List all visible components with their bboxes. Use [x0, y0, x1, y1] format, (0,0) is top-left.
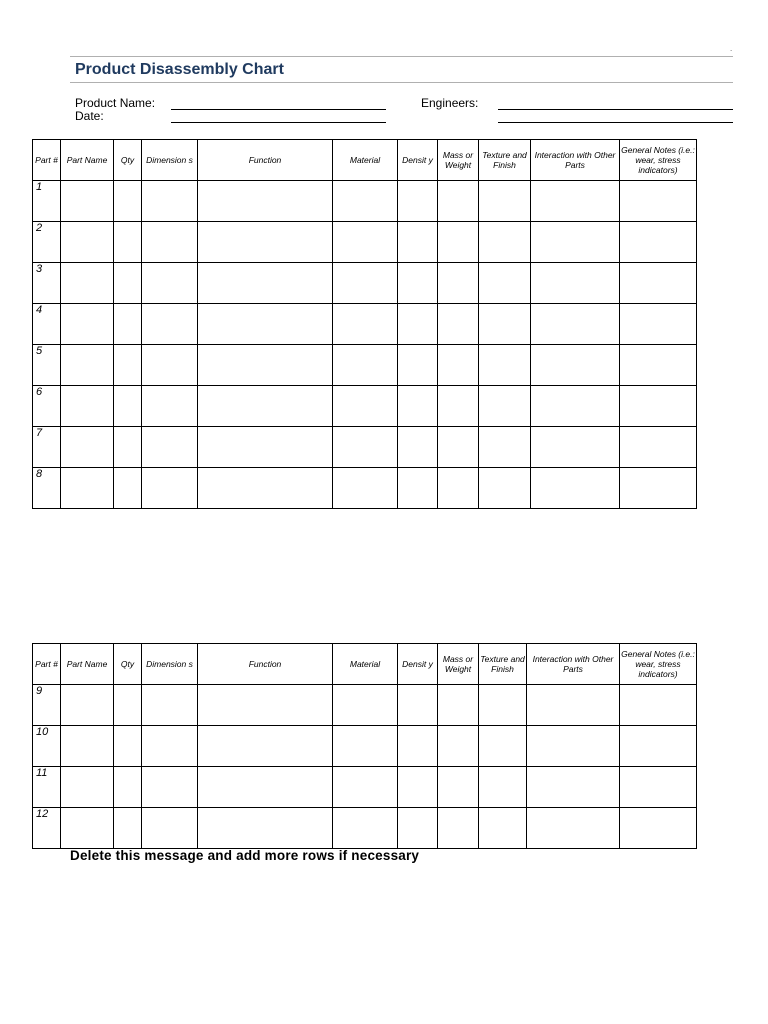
table-row — [33, 181, 697, 222]
table-cell[interactable] — [438, 468, 479, 509]
table-cell[interactable] — [438, 304, 479, 345]
part-number: 2 — [33, 222, 61, 263]
table-cell[interactable] — [333, 263, 398, 304]
table-cell[interactable] — [61, 304, 114, 345]
table-cell[interactable] — [142, 726, 198, 767]
table-cell[interactable] — [114, 304, 142, 345]
table-cell[interactable] — [620, 767, 697, 808]
table-cell[interactable] — [114, 468, 142, 509]
part-number: 10 — [33, 726, 61, 767]
table-cell[interactable] — [198, 427, 333, 468]
table-cell[interactable] — [479, 386, 531, 427]
product-name-label: Product Name: — [75, 96, 156, 110]
table-cell[interactable] — [620, 427, 697, 468]
table-cell[interactable] — [438, 386, 479, 427]
table-cell[interactable] — [61, 263, 114, 304]
table-cell[interactable] — [398, 726, 438, 767]
table-cell[interactable] — [398, 767, 438, 808]
table-row — [33, 468, 697, 509]
table-cell[interactable] — [479, 345, 531, 386]
table-cell[interactable] — [527, 767, 620, 808]
table-cell[interactable] — [620, 726, 697, 767]
engineers-label: Engineers: — [421, 96, 479, 110]
table-cell[interactable] — [531, 304, 620, 345]
table-cell[interactable] — [438, 726, 479, 767]
table-cell[interactable] — [198, 222, 333, 263]
table-cell[interactable] — [142, 304, 198, 345]
table-cell[interactable] — [114, 767, 142, 808]
table-cell[interactable] — [620, 808, 697, 849]
table-row — [33, 263, 697, 304]
table-cell[interactable] — [142, 181, 198, 222]
table-cell[interactable] — [333, 427, 398, 468]
table-cell[interactable] — [142, 427, 198, 468]
part-number: 3 — [33, 263, 61, 304]
table-cell[interactable] — [114, 808, 142, 849]
table-cell[interactable] — [142, 222, 198, 263]
table-cell[interactable] — [398, 427, 438, 468]
table-cell[interactable] — [333, 181, 398, 222]
column-header: Part # — [33, 644, 61, 685]
table-cell[interactable] — [61, 386, 114, 427]
table-cell[interactable] — [398, 181, 438, 222]
table-cell[interactable] — [527, 726, 620, 767]
table-row — [33, 685, 697, 726]
table-row — [33, 726, 697, 767]
table-cell[interactable] — [198, 181, 333, 222]
table-cell[interactable] — [479, 808, 527, 849]
table-cell[interactable] — [620, 685, 697, 726]
table-cell[interactable] — [479, 427, 531, 468]
table-cell[interactable] — [333, 767, 398, 808]
table-cell[interactable] — [479, 181, 531, 222]
table-cell[interactable] — [114, 386, 142, 427]
engineers-field-line-2[interactable] — [498, 122, 733, 123]
table-cell[interactable] — [142, 685, 198, 726]
table-cell[interactable] — [198, 386, 333, 427]
column-header: Interaction with Other Parts — [527, 644, 620, 685]
column-header: Function — [198, 140, 333, 181]
table-cell[interactable] — [61, 685, 114, 726]
table-cell[interactable] — [61, 427, 114, 468]
table-cell[interactable] — [198, 767, 333, 808]
table-row — [33, 345, 697, 386]
table-cell[interactable] — [333, 222, 398, 263]
table-cell[interactable] — [61, 222, 114, 263]
column-header: Texture and Finish — [479, 644, 527, 685]
part-number: 8 — [33, 468, 61, 509]
table-cell[interactable] — [398, 808, 438, 849]
column-header: Qty — [114, 140, 142, 181]
table-cell[interactable] — [531, 427, 620, 468]
table-cell[interactable] — [333, 685, 398, 726]
column-header: Mass or Weight — [438, 140, 479, 181]
table-cell[interactable] — [438, 808, 479, 849]
part-number: 1 — [33, 181, 61, 222]
table-row — [33, 386, 697, 427]
instruction-note: Delete this message and add more rows if necessary — [70, 848, 420, 863]
table-cell[interactable] — [61, 726, 114, 767]
column-header: Texture and Finish — [479, 140, 531, 181]
table-cell[interactable] — [479, 767, 527, 808]
column-header: Material — [333, 140, 398, 181]
table-cell[interactable] — [333, 726, 398, 767]
part-number: 12 — [33, 808, 61, 849]
title-rule — [70, 82, 733, 83]
table-cell[interactable] — [531, 222, 620, 263]
table-cell[interactable] — [438, 263, 479, 304]
table-cell[interactable] — [333, 304, 398, 345]
table-cell[interactable] — [142, 345, 198, 386]
table-cell[interactable] — [114, 263, 142, 304]
table-cell[interactable] — [398, 386, 438, 427]
part-number: 9 — [33, 685, 61, 726]
column-header: Qty — [114, 644, 142, 685]
table-cell[interactable] — [398, 345, 438, 386]
table-cell[interactable] — [479, 263, 531, 304]
table-cell[interactable] — [398, 263, 438, 304]
table-cell[interactable] — [333, 808, 398, 849]
table-cell[interactable] — [398, 468, 438, 509]
table-cell[interactable] — [198, 304, 333, 345]
table-cell[interactable] — [114, 685, 142, 726]
part-number: 6 — [33, 386, 61, 427]
column-header: Densit y — [398, 644, 438, 685]
table-cell[interactable] — [531, 386, 620, 427]
table-cell[interactable] — [142, 386, 198, 427]
column-header: General Notes (i.e.: wear, stress indicators) — [620, 644, 697, 685]
column-header: Part Name — [61, 644, 114, 685]
table-cell[interactable] — [198, 808, 333, 849]
table-cell[interactable] — [114, 222, 142, 263]
table-cell[interactable] — [620, 181, 697, 222]
column-header: General Notes (i.e.: wear, stress indicators) — [620, 140, 697, 181]
table-row — [33, 767, 697, 808]
table-cell[interactable] — [479, 726, 527, 767]
column-header: Dimension s — [142, 644, 198, 685]
table-row — [33, 304, 697, 345]
table-cell[interactable] — [527, 808, 620, 849]
table-cell[interactable] — [142, 808, 198, 849]
table-cell[interactable] — [620, 304, 697, 345]
column-header: Material — [333, 644, 398, 685]
table-cell[interactable] — [61, 468, 114, 509]
part-number: 11 — [33, 767, 61, 808]
table-cell[interactable] — [438, 427, 479, 468]
table-cell[interactable] — [479, 685, 527, 726]
table-cell[interactable] — [620, 263, 697, 304]
part-number: 7 — [33, 427, 61, 468]
table-cell[interactable] — [198, 726, 333, 767]
column-header: Part # — [33, 140, 61, 181]
table-cell[interactable] — [198, 468, 333, 509]
column-header: Part Name — [61, 140, 114, 181]
column-header: Densit y — [398, 140, 438, 181]
table-cell[interactable] — [61, 345, 114, 386]
part-number: 4 — [33, 304, 61, 345]
table-row — [33, 427, 697, 468]
table-cell[interactable] — [479, 468, 531, 509]
column-header: Mass or Weight — [438, 644, 479, 685]
table-cell[interactable] — [531, 181, 620, 222]
top-rule — [70, 56, 733, 57]
table-header-row — [33, 140, 697, 181]
table-cell[interactable] — [142, 767, 198, 808]
table-cell[interactable] — [114, 345, 142, 386]
table-cell[interactable] — [438, 345, 479, 386]
table-cell[interactable] — [398, 685, 438, 726]
table-cell[interactable] — [142, 263, 198, 304]
table-cell[interactable] — [620, 386, 697, 427]
table-cell[interactable] — [527, 685, 620, 726]
page-title: Product Disassembly Chart — [75, 61, 284, 78]
table-cell[interactable] — [333, 345, 398, 386]
table-cell[interactable] — [61, 181, 114, 222]
corner-mark: . — [730, 44, 733, 53]
table-cell[interactable] — [438, 222, 479, 263]
table-cell[interactable] — [479, 222, 531, 263]
table-cell[interactable] — [438, 685, 479, 726]
table-cell[interactable] — [114, 726, 142, 767]
table-cell[interactable] — [438, 181, 479, 222]
table-cell[interactable] — [620, 222, 697, 263]
disassembly-table-2 — [32, 643, 697, 849]
table-row — [33, 808, 697, 849]
table-cell[interactable] — [620, 468, 697, 509]
table-cell[interactable] — [531, 263, 620, 304]
table-cell[interactable] — [438, 767, 479, 808]
table-cell[interactable] — [61, 767, 114, 808]
table-cell[interactable] — [198, 263, 333, 304]
table-cell[interactable] — [479, 304, 531, 345]
part-number: 5 — [33, 345, 61, 386]
table-cell[interactable] — [398, 222, 438, 263]
date-label: Date: — [75, 109, 104, 123]
column-header: Dimension s — [142, 140, 198, 181]
table-cell[interactable] — [620, 345, 697, 386]
engineers-field-line-1[interactable] — [498, 109, 733, 110]
table-cell[interactable] — [114, 181, 142, 222]
table-cell[interactable] — [198, 685, 333, 726]
table-cell[interactable] — [114, 427, 142, 468]
product-name-field[interactable] — [171, 109, 386, 110]
table-cell[interactable] — [333, 468, 398, 509]
table-cell[interactable] — [142, 468, 198, 509]
disassembly-table-1 — [32, 139, 697, 509]
table-cell[interactable] — [61, 808, 114, 849]
table-cell[interactable] — [198, 345, 333, 386]
column-header: Function — [198, 644, 333, 685]
table-cell[interactable] — [531, 468, 620, 509]
table-header-row — [33, 644, 697, 685]
table-cell[interactable] — [531, 345, 620, 386]
column-header: Interaction with Other Parts — [531, 140, 620, 181]
date-field[interactable] — [171, 122, 386, 123]
table-cell[interactable] — [398, 304, 438, 345]
table-cell[interactable] — [333, 386, 398, 427]
table-row — [33, 222, 697, 263]
